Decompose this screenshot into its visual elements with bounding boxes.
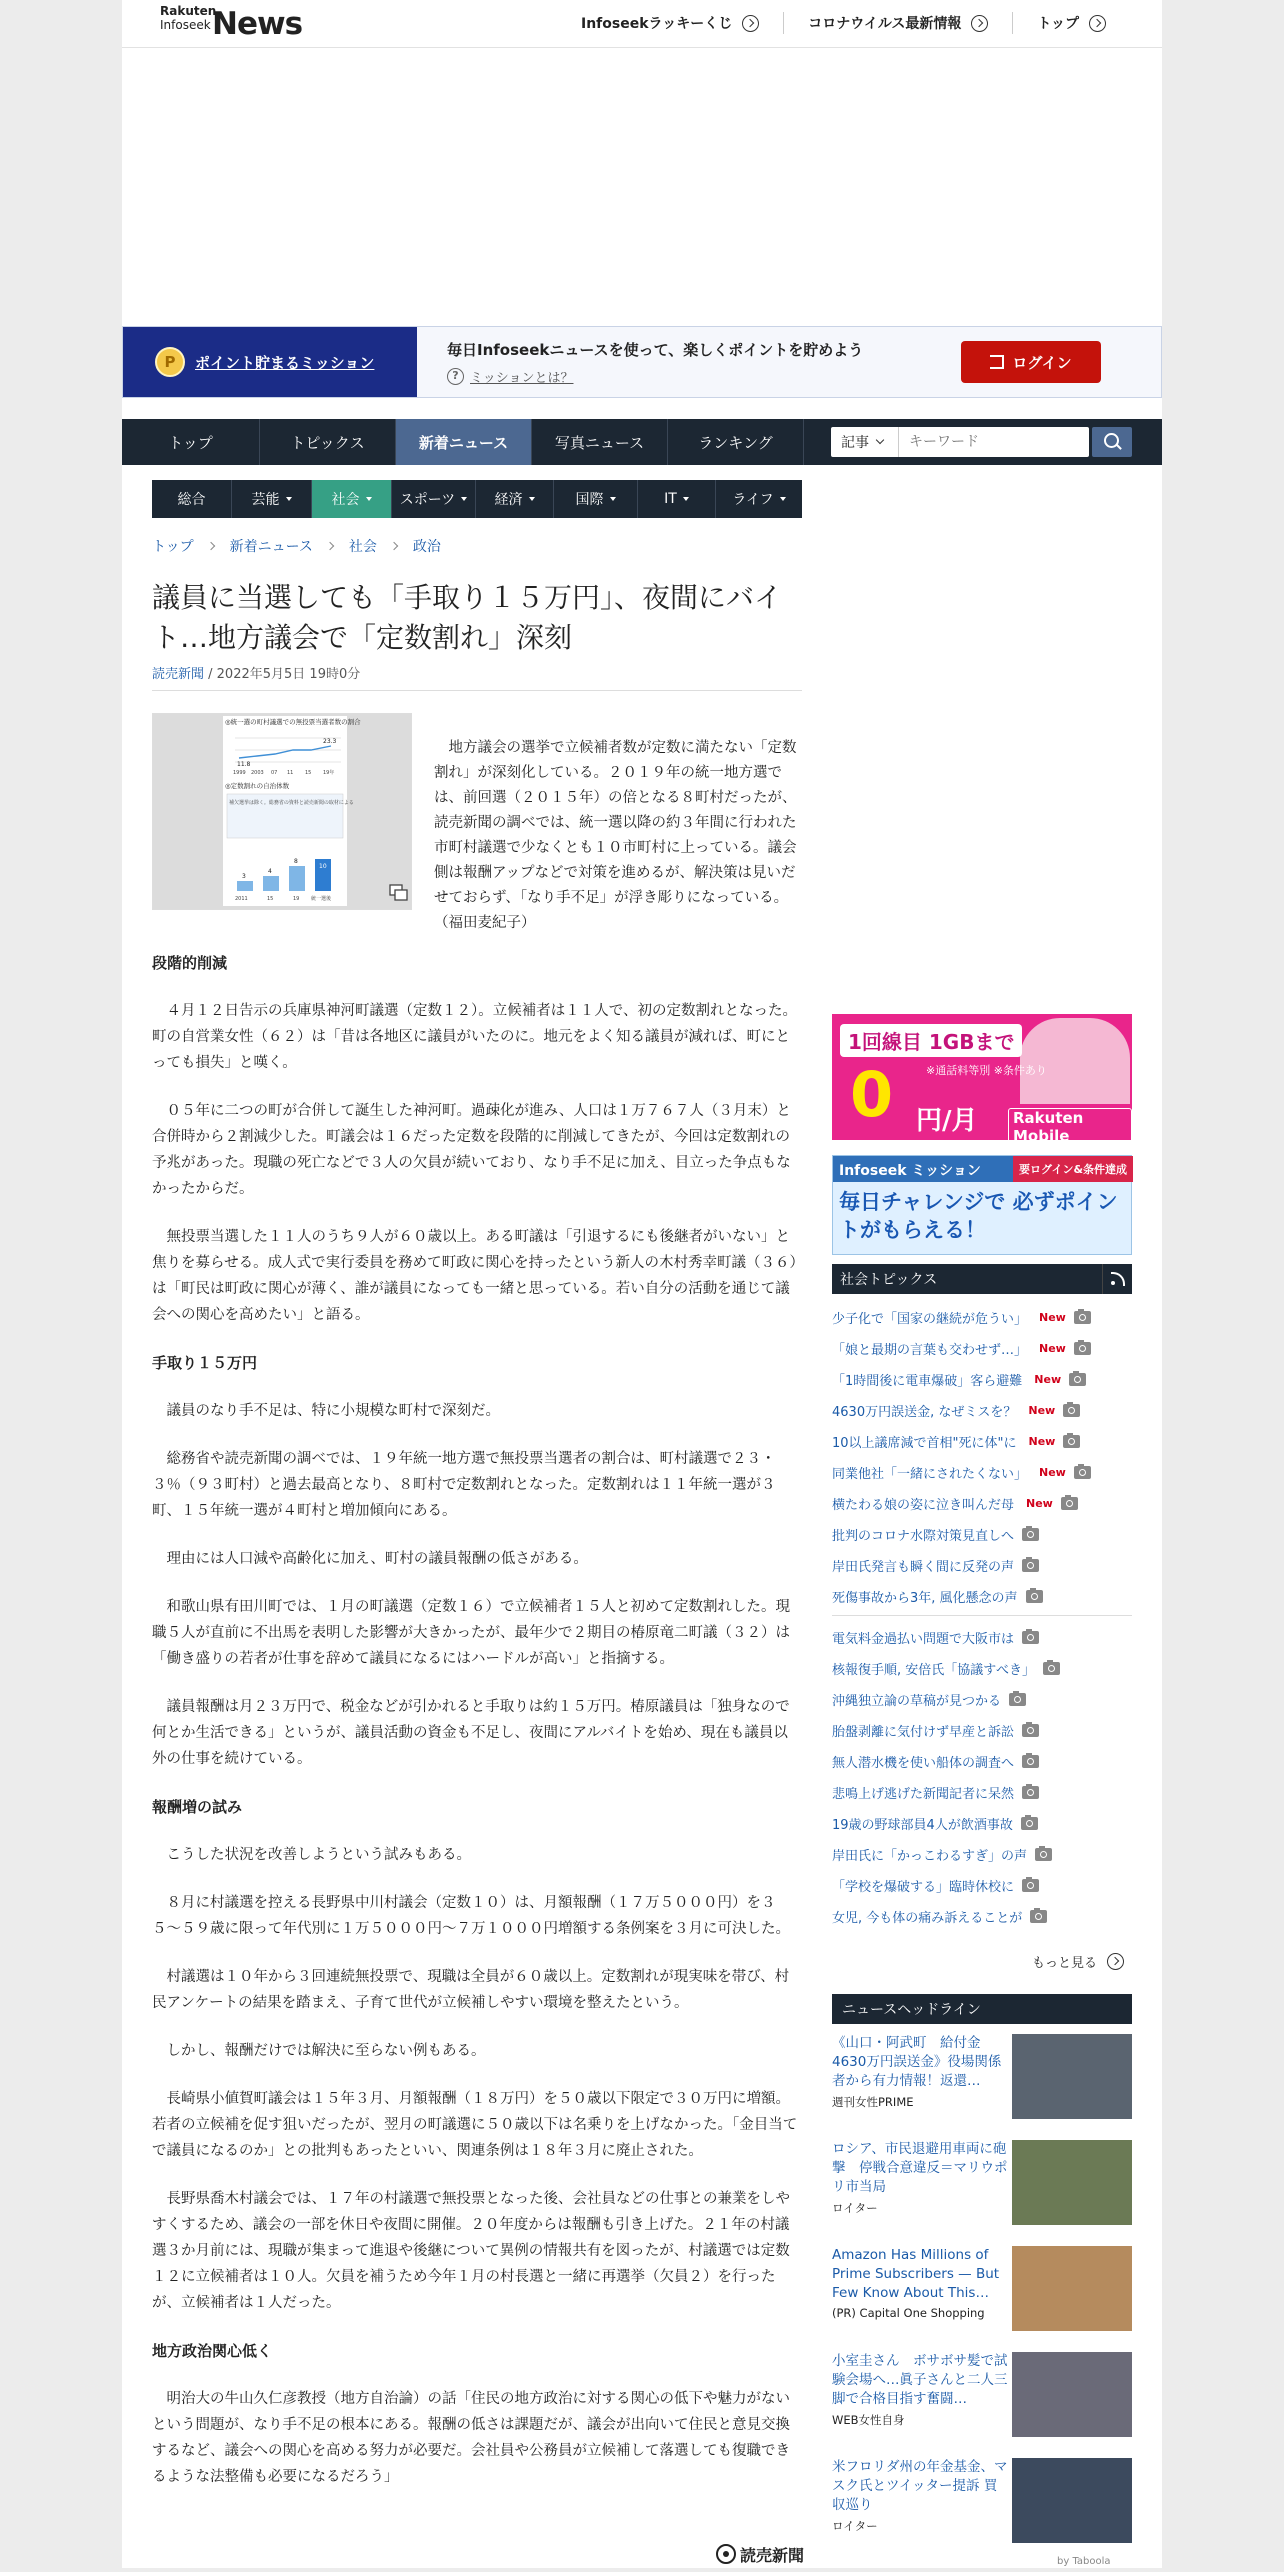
article-paragraph: 理由には人口減や高齢化に加え、町村の議員報酬の低さがある。	[166, 1551, 588, 1567]
rss-icon[interactable]	[1102, 1264, 1132, 1294]
article-paragraph: 長野県喬木村議会では、１７年の村議選で無投票となった後、会社員などの仕事との兼業をしやすくするため、議会の一部を休日や夜間に開催。２０年度からは報酬も引き上げた。２１年の村議選３か月前には、現職が集まって進退や後継について異例の情報共有を図ったが、村議選では定数１２に立候補者は１０人。欠員を補うため今年１月の村長選と一緒に再選挙（欠員２）を行ったが、立候補者は１人だった。	[152, 2191, 790, 2311]
topic-item[interactable]	[832, 1839, 1132, 1870]
chevron-right-circle-icon	[1107, 1953, 1124, 1970]
figure-bar-year-2: 15	[267, 896, 274, 902]
camera-icon	[1022, 1528, 1039, 1541]
article-title: 議員に当選しても「手取り１５万円」、夜間にバイト…地方議会で「定数割れ」深刻	[152, 581, 783, 654]
breadcrumb-new-news[interactable]: 新着ニュース	[229, 539, 313, 555]
topic-item[interactable]	[832, 1684, 1132, 1715]
article-paragraph: 長崎県小値賀町議会は１５年３月、月額報酬（１８万円）を５０歳以下限定で３０万円に増額。若者の立候補を促す狙いだったが、翌月の町議選に５０歳以下は名乗りを上げなかった。「金目当てで議員になるのか」との批判もあったといい、関連条例は１８年３月に廃止された。	[152, 2091, 798, 2159]
chevron-right-icon	[206, 542, 214, 550]
chevron-right-circle-icon	[1089, 15, 1106, 32]
camera-icon	[1022, 1879, 1039, 1892]
topic-title: 女児, 今も体の痛み訴えることが	[832, 1911, 1023, 1926]
ad2-text: 毎日チャレンジで 必ずポイントがもらえる！	[839, 1190, 1118, 1242]
news-headline-header: ニュースヘッドライン	[832, 1994, 1132, 2024]
taboola-credit[interactable]: by Taboola	[1057, 2556, 1111, 2567]
headline-source: ロイター	[832, 2201, 878, 2215]
figure-year-1: 1999	[233, 770, 246, 776]
topic-title: 「1時間後に電車爆破」客ら避難	[832, 1374, 1023, 1389]
headline-source: ロイター	[832, 2519, 878, 2533]
search-button[interactable]	[1092, 427, 1132, 457]
search-input[interactable]	[901, 427, 1087, 457]
camera-icon	[1022, 1786, 1039, 1799]
yomiuri-logo	[714, 2540, 805, 2568]
topic-item[interactable]	[832, 1488, 1132, 1519]
figure-value-2: 23.3	[323, 738, 337, 745]
breadcrumb-society[interactable]: 社会	[348, 539, 377, 555]
article-paragraph: ８月に村議選を控える長野県中川村議会（定数１０）は、月額報酬（１７万５０００円）を３５〜５９歳に限って年代別に１万５０００円〜７万１０００円増額する条例案を３月に可決した。	[152, 1895, 790, 1937]
svg-text:読売新聞: 読売新聞	[740, 2546, 805, 2565]
ad-note: ※通話料等別 ※条件あり	[926, 1064, 1047, 1077]
caret-down-icon	[366, 497, 372, 501]
article-paragraph: ４月１２日告示の兵庫県神河町議選（定数１２）。立候補者は１１人で、初の定数割れとなった。町の自営業女性（６２）は「昔は各地区に議員がいたのに。地元をよく知る議員が減れば、町にとっても損失」と嘆く。	[152, 1003, 797, 1071]
login-button[interactable]: ログイン	[961, 341, 1101, 383]
divider	[152, 690, 802, 691]
topic-item[interactable]	[832, 1364, 1132, 1395]
breadcrumb	[152, 536, 441, 556]
new-badge: New	[1026, 1497, 1053, 1510]
camera-icon	[1035, 1848, 1052, 1861]
figure-bar-label-4: 10	[319, 863, 327, 870]
caret-down-icon	[780, 497, 786, 501]
topic-title: 死傷事故から3年, 風化懸念の声	[832, 1591, 1018, 1606]
lucky-kuji-link[interactable]: Infoseekラッキーくじ	[557, 12, 783, 34]
caret-down-icon	[529, 497, 535, 501]
topic-item[interactable]	[832, 1457, 1132, 1488]
chevron-down-icon	[876, 436, 884, 444]
topic-title: 無人潜水機を使い船体の調査へ	[832, 1756, 1015, 1771]
topic-item[interactable]	[832, 1395, 1132, 1426]
topic-item[interactable]	[832, 1901, 1132, 1932]
category-it[interactable]: IT	[638, 480, 716, 518]
category-international[interactable]: 国際	[554, 480, 638, 518]
section-heading: 地方政治関心低く	[152, 2342, 273, 2360]
figure-bar-label-2: 4	[268, 868, 272, 875]
topic-item[interactable]	[832, 1550, 1132, 1581]
article-paragraph: 和歌山県有田川町では、１月の町議選（定数１６）で立候補者１５人と初めて定数割れした。現職５人が直前に不出馬を表明した影響が大きかったが、最年少で２期目の椿原竜二町議（３２）は「働き盛りの若者が仕事を辞めて議員になるにはハードルが高い」と指摘する。	[152, 1599, 790, 1667]
topic-item[interactable]	[832, 1302, 1132, 1333]
topic-title: 「学校を爆破する」臨時休校に	[832, 1880, 1015, 1895]
top-nav	[557, 12, 1130, 34]
mission-banner	[122, 326, 1162, 398]
figure-note: 補欠選挙は除く。総務省の資料と読売新聞の取材による	[229, 800, 354, 806]
infoseek-mission-ad[interactable]	[832, 1155, 1132, 1255]
figure-value-1: 11.8	[237, 761, 251, 768]
category-general[interactable]: 総合	[152, 480, 232, 518]
point-coin-icon: P	[155, 347, 185, 377]
figure-bar-year-3: 19	[293, 896, 300, 902]
topic-item[interactable]	[832, 1870, 1132, 1901]
search-type-select[interactable]: 記事	[831, 427, 899, 457]
ad-big: 0	[850, 1058, 894, 1131]
new-badge: New	[1039, 1466, 1066, 1479]
figure-year-3: 07	[271, 770, 278, 776]
camera-icon	[1022, 1724, 1039, 1737]
divider	[832, 1615, 1132, 1616]
social-topics-list	[832, 1302, 1132, 1932]
ad2-head2: 要ログイン&条件達成	[1019, 1163, 1128, 1176]
section-heading: 手取り１５万円	[152, 1354, 258, 1372]
headline-title: Amazon Has Millions of Prime Subscribers — But Few Know About This…	[832, 2247, 1000, 2301]
nav-photo-news[interactable]: 写真ニュース	[532, 419, 668, 465]
login-icon	[990, 355, 1004, 369]
topic-item[interactable]	[832, 1653, 1132, 1684]
site-header	[122, 0, 1162, 48]
camera-icon	[1030, 1910, 1047, 1923]
topic-title: 10以上議席減で首相"死に体"に	[832, 1436, 1017, 1451]
topic-item[interactable]	[832, 1581, 1132, 1612]
article-meta	[152, 663, 360, 682]
nav-top[interactable]: トップ	[122, 419, 260, 465]
camera-icon	[1063, 1404, 1080, 1417]
ad-unit: 円/月	[916, 1106, 978, 1136]
article-paragraph: 村議選は１０年から３回連続無投票で、現職は全員が６０歳以上。定数割れが現実味を帯び、村民アンケートの結果を踏まえ、子育て世代が立候補しやすい環境を整えたという。	[152, 1969, 790, 2011]
chevron-right-circle-icon	[971, 15, 988, 32]
topic-title: 「娘と最期の言葉も交わせず…」	[832, 1343, 1028, 1358]
figure-year-5: 15	[305, 770, 312, 776]
headline-thumbnail	[1012, 2140, 1132, 2225]
chevron-right-icon	[390, 542, 398, 550]
topic-title: 岸田氏に「かっこわるすぎ」の声	[832, 1849, 1028, 1864]
headline-item[interactable]	[832, 2246, 1132, 2334]
headline-item[interactable]	[832, 2352, 1132, 2440]
figure-title-2: ◎定数割れの自治体数	[225, 782, 290, 790]
topic-item[interactable]	[832, 1333, 1132, 1364]
mission-text: 毎日Infoseekニュースを使って、楽しくポイントを貯めよう	[447, 341, 864, 359]
section-heading: 段階的削減	[152, 954, 228, 972]
topic-item[interactable]	[832, 1715, 1132, 1746]
camera-icon	[1022, 1631, 1039, 1644]
topic-title: 19歳の野球部員4人が飲酒事故	[832, 1818, 1013, 1833]
headline-title: 米フロリダ州の年金基金、マスク氏とツイッター提訴 買収巡り	[832, 2459, 1008, 2513]
topic-title: 電気料金過払い問題で大阪市は	[832, 1632, 1015, 1647]
camera-icon	[1074, 1311, 1091, 1324]
article-paragraph: こうした状況を改善しようという試みもある。	[166, 1847, 471, 1863]
headline-item[interactable]	[832, 2034, 1132, 2122]
headline-source: WEB女性自身	[832, 2413, 905, 2427]
new-badge: New	[1039, 1342, 1066, 1355]
breadcrumb-politics: 政治	[412, 539, 441, 555]
nav-ranking[interactable]: ランキング	[668, 419, 804, 465]
figure-title-1: ◎統一選の町村議選での無投票当選者数の割合	[225, 718, 361, 726]
headline-title: 小室圭さん ボサボサ髪で試験会場へ…眞子さんと二人三脚で合格目指す奮闘…	[832, 2353, 1008, 2407]
article-date: / 2022年5月5日 19時0分	[204, 667, 361, 682]
topic-item[interactable]	[832, 1519, 1132, 1550]
topic-item[interactable]	[832, 1426, 1132, 1457]
headline-thumbnail	[1012, 2352, 1132, 2437]
camera-icon	[1009, 1693, 1026, 1706]
figure-year-6: 19年	[323, 770, 335, 776]
category-sports[interactable]: スポーツ	[392, 480, 476, 518]
ad-person-image	[1020, 1018, 1130, 1104]
headline-source: (PR) Capital One Shopping	[832, 2306, 985, 2320]
expand-image-icon[interactable]	[389, 884, 409, 902]
new-badge: New	[1034, 1373, 1062, 1386]
article-paragraph: 無投票当選した１１人のうち９人が６０歳以上。ある町議は「引退するにも後継者がいない」と焦りを募らせる。成人式で実行委員を務めて町政に関心を持ったという新人の木村秀幸町議（３６）は「町民は町政に関心が薄く、誰が議員になっても一緒と思っている。若い自分の活動を通じて議会への関心を高めたい」と語る。	[152, 1229, 797, 1323]
figure-bar-label-3: 8	[294, 858, 298, 865]
topic-title: 横たわる娘の姿に泣き叫んだ母	[832, 1498, 1015, 1513]
category-economy[interactable]: 経済	[476, 480, 554, 518]
search-box	[831, 427, 1089, 457]
category-bar	[152, 480, 802, 518]
figure-bar-year-1: 2011	[235, 896, 248, 902]
category-life[interactable]: ライフ	[716, 480, 802, 518]
figure-infographic	[223, 716, 361, 906]
figure-bar-year-4: 統一選後	[311, 896, 332, 902]
article-lead: 地方議会の選挙で立候補者数が定数に満たない「定数割れ」が深刻化している。２０１９年の統一地方選では、前回選（２０１５年）の倍となる８町村だったが、読売新聞の調べでは、統一選以降の約３年間に行われた市町村議選で少なくとも１０市町村に上っている。議会側は報酬アップなどで対策を進めるが、解決策は見いだせておらず、「なり手不足」が浮き彫りになっている。（福田麦紀子）	[434, 740, 797, 931]
caret-down-icon	[683, 497, 689, 501]
figure-year-4: 11	[287, 770, 294, 776]
topic-title: 沖縄独立論の草稿が見つかる	[832, 1694, 1002, 1709]
camera-icon	[1043, 1662, 1060, 1675]
topic-title: 少子化で「国家の継続が危うい」	[832, 1312, 1028, 1327]
headline-item[interactable]	[832, 2140, 1132, 2228]
new-badge: New	[1028, 1435, 1056, 1448]
topic-title: 岸田氏発言も瞬く間に反発の声	[832, 1560, 1015, 1575]
mission-link[interactable]: ポイント貯まるミッション	[195, 353, 375, 372]
topic-item[interactable]	[832, 1746, 1132, 1777]
camera-icon	[1074, 1342, 1091, 1355]
new-badge: New	[1039, 1311, 1066, 1324]
more-link[interactable]: もっと見る	[1032, 1952, 1124, 1971]
topic-title: 4630万円誤送金, なぜミスを？	[832, 1405, 1017, 1420]
article-body	[152, 950, 802, 2512]
page	[122, 0, 1162, 2568]
article-paragraph: 議員報酬は月２３万円で、税金などが引かれると手取りは約１５万円。椿原議員は「独身なので何とか生活できる」というが、議員活動の資金も不足し、夜間にアルバイトを始め、現在も議員以外の仕事を続けている。	[152, 1699, 790, 1767]
caret-down-icon	[610, 497, 616, 501]
social-topics-header: 社会トピックス	[832, 1264, 1132, 1294]
article-source-link[interactable]: 読売新聞	[152, 667, 205, 682]
ad-line1: 1回線目 1GBまで	[840, 1024, 1022, 1057]
breadcrumb-top[interactable]: トップ	[152, 539, 194, 555]
section-heading: 報酬増の試み	[152, 1798, 243, 1816]
topic-title: 批判のコロナ水際対策見直しへ	[832, 1529, 1015, 1544]
article-paragraph: ０５年に二つの町が合併して誕生した神河町。過疎化が進み、人口は１万７６７人（３月末）と合併時から２割減少した。町議会は１６だった定数を段階的に削減してきたが、今回は定数割れの予兆があった。現職の死亡などで３人の欠員が続いており、なり手不足に加え、目立った争点もなかったからだ。	[152, 1103, 791, 1197]
camera-icon	[1021, 1817, 1038, 1830]
headline-title: 《山口・阿武町 給付金4630万円誤送金》役場関係者から有力情報！返還…	[832, 2035, 1002, 2089]
camera-icon	[1022, 1755, 1039, 1768]
new-badge: New	[1028, 1404, 1056, 1417]
caret-down-icon	[286, 497, 292, 501]
headline-source: 週刊女性PRIME	[832, 2095, 914, 2109]
chevron-right-circle-icon	[742, 15, 759, 32]
nav-topics[interactable]: トピックス	[260, 419, 396, 465]
ad-brand: Rakuten Mobile	[1008, 1108, 1132, 1146]
chevron-right-icon	[326, 542, 334, 550]
corona-news-link[interactable]: コロナウイルス最新情報	[783, 12, 1012, 34]
headline-title: ロシア、市民退避用車両に砲撃 停戦合意違反＝マリウポリ市当局	[832, 2141, 1008, 2195]
logo-news: News	[212, 6, 303, 42]
top-link[interactable]: トップ	[1012, 12, 1130, 34]
camera-icon	[1022, 1559, 1039, 1572]
article-paragraph: 明治大の牛山久仁彦教授（地方自治論）の話「住民の地方政治に対する関心の低下や魅力がないという問題が、なり手不足の根本にある。報酬の低さは課題だが、議会が出向いて住民と意見交換するなど、議会への関心を高める努力が必要だ。会社員や公務員が立候補して落選しても復職できるような法整備も必要になるだろう」	[152, 2391, 790, 2485]
topic-item[interactable]	[832, 1622, 1132, 1653]
headline-item[interactable]	[832, 2458, 1132, 2546]
camera-icon	[1069, 1373, 1086, 1386]
topic-item[interactable]	[832, 1777, 1132, 1808]
infoseek-news-logo[interactable]	[160, 4, 303, 43]
mission-link-area[interactable]	[123, 327, 417, 397]
main-nav	[122, 419, 1162, 465]
article-figure[interactable]	[152, 713, 412, 910]
figure-bar-label-1: 3	[242, 873, 246, 880]
headline-thumbnail	[1012, 2034, 1132, 2119]
camera-icon	[1063, 1435, 1080, 1448]
camera-icon	[1026, 1590, 1043, 1603]
caret-down-icon	[461, 497, 467, 501]
topic-title: 悲鳴上げ逃げた新聞記者に呆然	[832, 1787, 1015, 1802]
topic-title: 核報復手順, 安倍氏「協議すべき」	[832, 1663, 1036, 1678]
headline-thumbnail	[1012, 2246, 1132, 2331]
topic-title: 胎盤剥離に気付けず早産と訴訟	[832, 1725, 1015, 1740]
topic-item[interactable]	[832, 1808, 1132, 1839]
logo-infoseek: Infoseek	[160, 18, 211, 32]
ad2-head: Infoseek ミッション	[839, 1163, 981, 1179]
camera-icon	[1074, 1466, 1091, 1479]
topic-title: 同業他社「一緒にされたくない」	[832, 1467, 1028, 1482]
camera-icon	[1061, 1497, 1078, 1510]
figure-year-2: 2003	[251, 770, 264, 776]
nav-new-news[interactable]: 新着ニュース	[396, 419, 532, 465]
question-icon: ?	[447, 368, 464, 385]
article-paragraph: 総務省や読売新聞の調べでは、１９年統一地方選で無投票当選者の割合は、町村議選で２３・３％（９３町村）と過去最高となり、８町村で定数割れとなった。定数割れは１１年統一選が３町、１５年統一選が４町村と増加傾向にある。	[152, 1451, 776, 1519]
headline-thumbnail	[1012, 2458, 1132, 2543]
category-society[interactable]: 社会	[312, 480, 392, 518]
article-paragraph: 議員のなり手不足は、特に小規模な町村で深刻だ。	[166, 1403, 500, 1419]
rakuten-mobile-ad[interactable]	[832, 1014, 1132, 1145]
category-entertainment[interactable]: 芸能	[232, 480, 312, 518]
logo-rakuten: Rakuten	[160, 4, 217, 18]
article-paragraph: しかし、報酬だけでは解決に至らない例もある。	[166, 2043, 486, 2059]
mission-what-link[interactable]: ? ミッションとは？	[447, 367, 573, 386]
